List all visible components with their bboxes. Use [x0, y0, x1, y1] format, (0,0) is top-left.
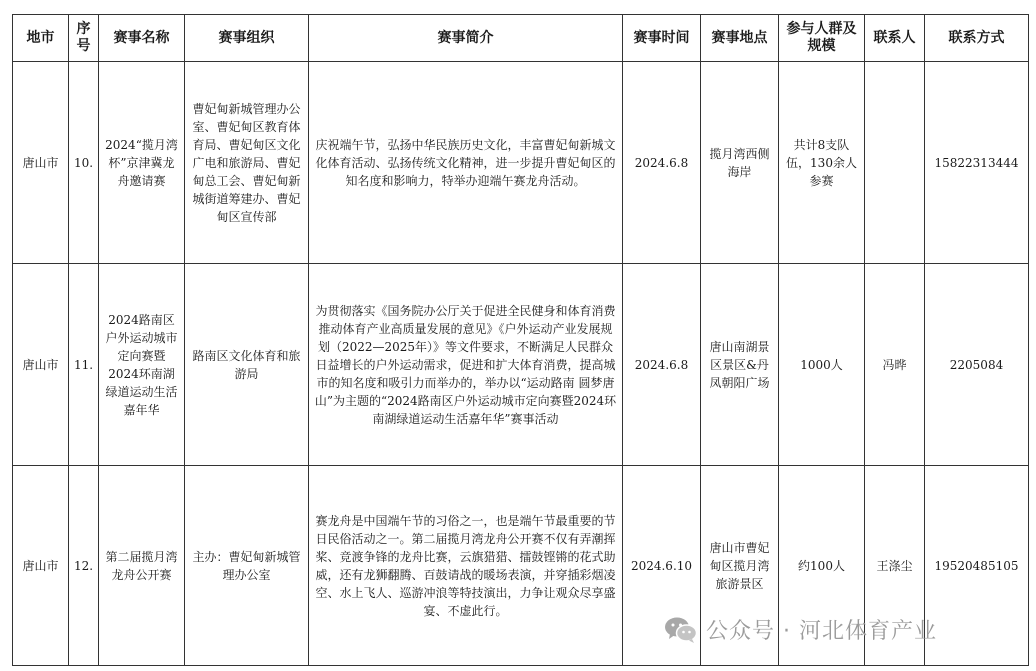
cell-intro: 庆祝端午节，弘扬中华民族历史文化，丰富曹妃甸新城文化体育活动、弘扬传统文化精神，进一步提升曹妃甸区的知名度和影响力，特举办迎端午赛龙舟活动。: [309, 62, 623, 264]
cell-scale: 1000人: [779, 264, 865, 466]
cell-org: 路南区文化体育和旅游局: [185, 264, 309, 466]
cell-org: 曹妃甸新城管理办公室、曹妃甸区教育体育局、曹妃甸区文化广电和旅游局、曹妃甸总工会、曹妃甸新城街道筹建办、曹妃甸区宣传部: [185, 62, 309, 264]
cell-intro: 为贯彻落实《国务院办公厅关于促进全民健身和体育消费推动体育产业高质量发展的意见》《户外运动产业发展规划（2022—2025年）》等文件要求，不断满足人民群众日益增长的户外运动需求，促进和扩大体育消费，提高城市的知名度和吸引力而举办的，举办以“运动路南 圆梦唐山”为主题的“2024路南区户外运动城市定向赛暨2024环南湖绿道运动生活嘉年华”赛事活动: [309, 264, 623, 466]
cell-city: 唐山市: [13, 466, 69, 666]
wechat-icon: [664, 616, 698, 644]
header-time: 赛事时间: [623, 15, 701, 62]
header-city: 地市: [13, 15, 69, 62]
cell-place: 唐山南湖景区景区&丹凤朝阳广场: [701, 264, 779, 466]
cell-name: 2024“揽月湾杯”京津冀龙舟邀请赛: [99, 62, 185, 264]
cell-scale: 共计8支队伍，130余人参赛: [779, 62, 865, 264]
cell-time: 2024.6.8: [623, 264, 701, 466]
cell-contact: 冯晔: [865, 264, 925, 466]
cell-seq: 12.: [69, 466, 99, 666]
cell-scale: 约100人: [779, 466, 865, 666]
watermark: [664, 614, 937, 645]
header-intro: 赛事简介: [309, 15, 623, 62]
header-place: 赛事地点: [701, 15, 779, 62]
table-row: [13, 62, 1029, 264]
cell-intro: 赛龙舟是中国端午节的习俗之一，也是端午节最重要的节日民俗活动之一。第二届揽月湾龙舟公开赛不仅有弄潮挥桨、竞渡争锋的龙舟比赛，云旗猎猎、擂鼓铿锵的花式助威，还有龙狮翻腾、百鼓请战的暖场表演，并穿插彩烟凌空、水上飞人、巡游冲浪等特技演出，力争让观众尽享盛宴、不虚此行。: [309, 466, 623, 666]
table-row: [13, 264, 1029, 466]
cell-contact: 王涤尘: [865, 466, 925, 666]
cell-name: 第二届揽月湾龙舟公开赛: [99, 466, 185, 666]
header-phone: 联系方式: [925, 15, 1029, 62]
cell-contact: [865, 62, 925, 264]
watermark-text: 公众号 · 河北体育产业: [706, 619, 937, 644]
cell-city: 唐山市: [13, 264, 69, 466]
cell-place: 唐山市曹妃甸区揽月湾旅游景区: [701, 466, 779, 666]
cell-org: 主办：曹妃甸新城管理办公室: [185, 466, 309, 666]
cell-place: 揽月湾西侧海岸: [701, 62, 779, 264]
header-org: 赛事组织: [185, 15, 309, 62]
cell-time: 2024.6.10: [623, 466, 701, 666]
cell-seq: 11.: [69, 264, 99, 466]
cell-time: 2024.6.8: [623, 62, 701, 264]
cell-city: 唐山市: [13, 62, 69, 264]
cell-phone: 19520485105: [925, 466, 1029, 666]
header-contact: 联系人: [865, 15, 925, 62]
events-table: [12, 14, 1029, 666]
cell-seq: 10.: [69, 62, 99, 264]
header-name: 赛事名称: [99, 15, 185, 62]
cell-phone: 15822313444: [925, 62, 1029, 264]
header-scale: 参与人群及规模: [779, 15, 865, 62]
cell-name: 2024路南区户外运动城市定向赛暨2024环南湖绿道运动生活嘉年华: [99, 264, 185, 466]
cell-phone: 2205084: [925, 264, 1029, 466]
header-seq: 序号: [69, 15, 99, 62]
header-row: [13, 15, 1029, 62]
